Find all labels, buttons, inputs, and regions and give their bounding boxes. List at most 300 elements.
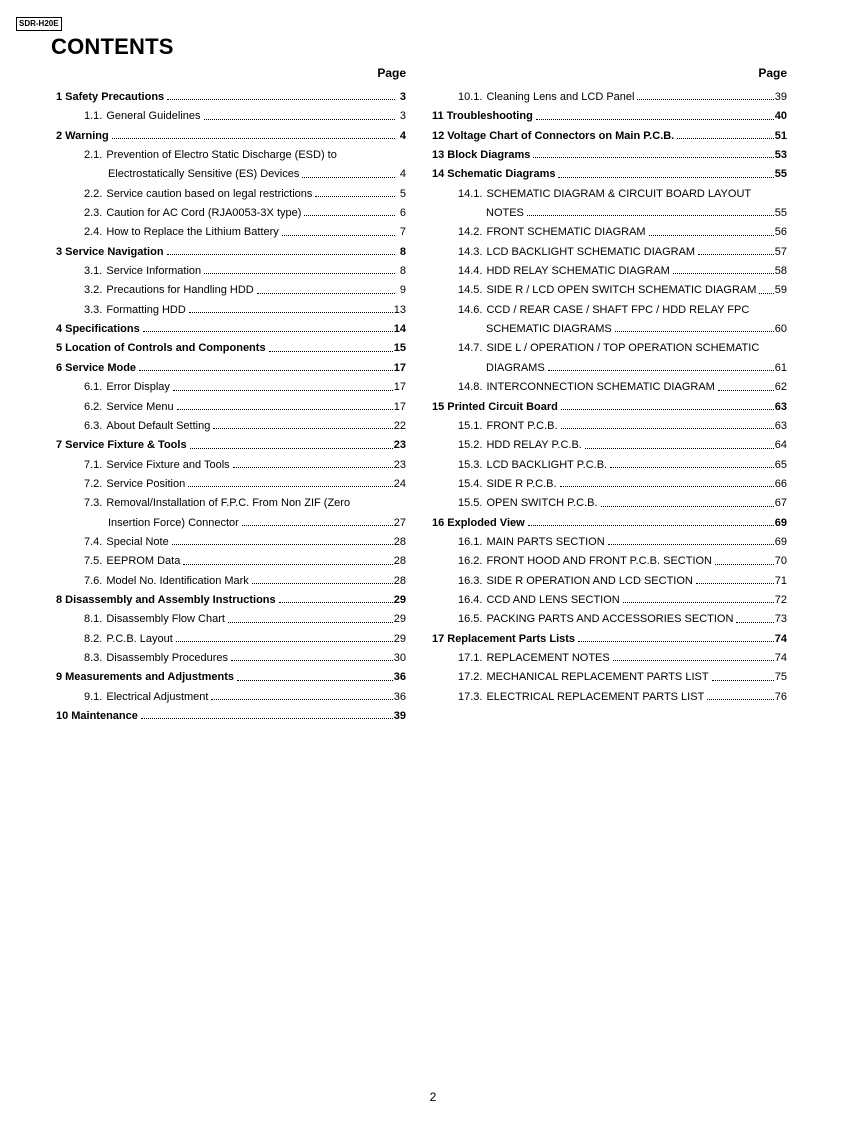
dot-leader (242, 524, 393, 526)
toc-entry-label: Voltage Chart of Connectors on Main P.C.B. (447, 129, 675, 142)
toc-entry-label: SCHEMATIC DIAGRAMS (486, 323, 612, 336)
toc-entry[interactable] (56, 107, 406, 126)
toc-entry-number: 17.1. (458, 651, 483, 664)
toc-entry[interactable] (56, 649, 406, 668)
dot-leader (189, 311, 393, 313)
toc-entry[interactable] (432, 417, 787, 436)
toc-entry-page: 64 (774, 439, 787, 452)
toc-entry-number: 2.1. (84, 149, 103, 162)
toc-entry[interactable] (432, 320, 787, 339)
page-number: 2 (429, 1090, 437, 1104)
toc-entry-label: Service Fixture & Tools (65, 439, 187, 452)
toc-entry-page: 58 (774, 265, 787, 278)
toc-entry-label: HDD RELAY SCHEMATIC DIAGRAM (486, 265, 670, 278)
dot-leader (231, 659, 393, 661)
toc-entry-label: LCD BACKLIGHT P.C.B. (486, 458, 608, 471)
toc-entry-page: 63 (774, 419, 787, 432)
toc-entry-page: 28 (393, 574, 406, 587)
toc-entry-number: 16.1. (458, 535, 483, 548)
toc-entry-label: Warning (65, 129, 109, 142)
toc-entry[interactable] (56, 514, 406, 533)
toc-entry-number: 15 (432, 400, 445, 413)
toc-entry-label: Service caution based on legal restrictions (106, 187, 313, 200)
toc-entry-number: 16.3. (458, 574, 483, 587)
dot-leader (167, 253, 395, 255)
dot-leader (252, 582, 393, 584)
toc-entry-page: 28 (393, 555, 406, 568)
toc-entry-label: General Guidelines (106, 110, 201, 123)
toc-entry-number: 14.3. (458, 245, 483, 258)
toc-entry-label: FRONT HOOD AND FRONT P.C.B. SECTION (486, 555, 712, 568)
toc-entry[interactable] (56, 456, 406, 475)
toc-entry[interactable] (56, 417, 406, 436)
toc-entry-number: 8 (56, 593, 63, 606)
toc-entry[interactable] (432, 281, 787, 300)
toc-right-column (432, 64, 787, 707)
dot-leader (183, 563, 392, 565)
model-tag: SDR-H20E (16, 17, 62, 31)
toc-entry[interactable] (56, 572, 406, 591)
toc-entry-number: 14.5. (458, 284, 483, 297)
toc-entry-number: 14.6. (458, 303, 483, 316)
toc-entry-page: 71 (774, 574, 787, 587)
dot-leader (172, 543, 393, 545)
toc-entry-label: OPEN SWITCH P.C.B. (486, 497, 598, 510)
dot-leader (213, 427, 392, 429)
toc-entry-page: 23 (393, 439, 406, 452)
toc-entry-label: FRONT SCHEMATIC DIAGRAM (486, 226, 646, 239)
toc-entry[interactable] (432, 88, 787, 107)
toc-entry-label: Service Information (106, 265, 202, 278)
toc-entry[interactable] (56, 165, 406, 184)
dot-leader (204, 272, 395, 274)
dot-leader (173, 389, 393, 391)
toc-entry-page: 62 (774, 381, 787, 394)
toc-entry-number: 2.4. (84, 226, 103, 239)
toc-right-list (432, 88, 787, 707)
toc-entry-page: 9 (399, 284, 406, 297)
toc-entry-page: 66 (774, 477, 787, 490)
toc-entry-label: Disassembly and Assembly Instructions (65, 593, 276, 606)
toc-entry[interactable] (432, 572, 787, 591)
dot-leader (304, 214, 395, 216)
toc-entry[interactable] (56, 533, 406, 552)
toc-entry-number: 7.1. (84, 458, 103, 471)
toc-entry-label: PACKING PARTS AND ACCESSORIES SECTION (486, 613, 734, 626)
toc-entry-label: MAIN PARTS SECTION (486, 535, 605, 548)
toc-entry-number: 15.3. (458, 458, 483, 471)
toc-entry-number: 7.6. (84, 574, 103, 587)
dot-leader (707, 698, 773, 700)
toc-entry-label: HDD RELAY P.C.B. (486, 439, 582, 452)
toc-entry[interactable] (56, 552, 406, 571)
toc-entry-page: 76 (774, 690, 787, 703)
toc-entry-label: Maintenance (71, 710, 138, 722)
dot-leader (712, 679, 774, 681)
toc-entry-label: SIDE L / OPERATION / TOP OPERATION SCHEMATIC (486, 342, 760, 355)
toc-entry-label: Model No. Identification Mark (106, 574, 249, 587)
toc-entry-number: 2.2. (84, 187, 103, 200)
toc-entry-number: 2 (56, 129, 63, 142)
toc-entry-page: 39 (774, 91, 787, 103)
toc-entry-label: SIDE R OPERATION AND LCD SECTION (486, 574, 693, 587)
toc-entry-page: 61 (774, 361, 787, 374)
toc-entry-number: 7 (56, 439, 63, 452)
toc-entry-page: 59 (774, 284, 787, 297)
toc-entry-number: 6 (56, 361, 63, 374)
toc-entry-number: 3 (56, 245, 63, 258)
dot-leader (190, 447, 393, 449)
toc-entry-page: 17 (393, 381, 406, 394)
toc-entry-page: 3 (399, 110, 406, 123)
toc-entry-number: 7.5. (84, 555, 103, 568)
toc-entry[interactable] (432, 378, 787, 397)
toc-entry[interactable] (432, 243, 787, 262)
toc-entry-label: SIDE R P.C.B. (486, 477, 557, 490)
toc-entry[interactable] (432, 262, 787, 281)
toc-entry-label: Schematic Diagrams (447, 168, 556, 181)
dot-leader (204, 118, 395, 120)
toc-entry[interactable] (432, 688, 787, 707)
dot-leader (561, 427, 774, 429)
toc-entry-number: 16.4. (458, 593, 483, 606)
toc-entry-page: 13 (393, 303, 406, 316)
toc-entry-label: Electrostatically Sensitive (ES) Devices (108, 168, 300, 181)
dot-leader (615, 330, 774, 332)
toc-entry[interactable] (56, 223, 406, 242)
toc-entry[interactable] (432, 127, 787, 146)
toc-entry-page: 15 (393, 342, 406, 355)
toc-entry-number: 17 (432, 632, 445, 645)
toc-entry[interactable] (56, 262, 406, 281)
dot-leader (143, 330, 393, 332)
toc-entry-label: Error Display (106, 381, 170, 394)
dot-leader (560, 485, 774, 487)
toc-entry-page: 51 (774, 129, 787, 142)
toc-entry-page: 53 (774, 149, 787, 162)
toc-entry-label: MECHANICAL REPLACEMENT PARTS LIST (486, 671, 709, 684)
toc-entry-label: Removal/Installation of F.P.C. From Non ZIF (Zero (106, 497, 351, 510)
toc-entry-label: Service Mode (65, 361, 137, 374)
toc-entry-number: 3.1. (84, 265, 103, 278)
toc-entry-page: 57 (774, 245, 787, 258)
toc-entry[interactable] (432, 436, 787, 455)
toc-entry[interactable] (56, 339, 406, 358)
dot-leader (585, 447, 774, 449)
toc-entry-label: Prevention of Electro Static Discharge (ESD) to (106, 149, 337, 162)
toc-entry-label: Safety Precautions (65, 91, 165, 103)
toc-entry[interactable] (56, 127, 406, 146)
toc-entry-page: 4 (399, 129, 406, 142)
toc-entry[interactable] (56, 378, 406, 397)
toc-entry-label: Caution for AC Cord (RJA0053-3X type) (106, 207, 302, 220)
toc-entry-label: SIDE R / LCD OPEN SWITCH SCHEMATIC DIAGRAM (486, 284, 757, 297)
dot-leader (696, 582, 774, 584)
toc-entry[interactable] (432, 165, 787, 184)
toc-entry-page: 8 (399, 245, 406, 258)
toc-entry-label: Formatting HDD (106, 303, 186, 316)
toc-entry[interactable] (432, 146, 787, 165)
toc-entry-page: 67 (774, 497, 787, 510)
page-title: CONTENTS (51, 34, 174, 59)
toc-entry-label: CCD / REAR CASE / SHAFT FPC / HDD RELAY FPC (486, 303, 750, 316)
toc-entry[interactable] (432, 359, 787, 378)
toc-entry-page: 55 (774, 168, 787, 181)
dot-leader (610, 466, 774, 468)
toc-entry-number: 9 (56, 671, 63, 684)
toc-entry[interactable] (432, 552, 787, 571)
toc-entry-label: Location of Controls and Components (65, 342, 266, 355)
toc-entry-label: Special Note (106, 535, 169, 548)
dot-leader (233, 466, 393, 468)
toc-left-list (56, 88, 406, 726)
toc-entry-number: 14.7. (458, 342, 483, 355)
toc-entry-label: REPLACEMENT NOTES (486, 651, 610, 664)
toc-entry-label: Measurements and Adjustments (65, 671, 235, 684)
toc-entry-page: 29 (393, 593, 406, 606)
toc-entry[interactable] (432, 456, 787, 475)
dot-leader (677, 137, 774, 139)
toc-entry-page: 74 (774, 632, 787, 645)
toc-entry-label: Block Diagrams (447, 149, 531, 162)
dot-leader (715, 563, 774, 565)
toc-entry[interactable] (56, 185, 406, 204)
toc-entry-number: 16 (432, 516, 445, 529)
toc-entry-number: 7.4. (84, 535, 103, 548)
toc-entry[interactable] (432, 301, 787, 320)
dot-leader (188, 485, 393, 487)
toc-entry[interactable] (56, 591, 406, 610)
dot-leader (637, 98, 773, 100)
toc-entry-page: 69 (774, 516, 787, 529)
toc-entry[interactable] (56, 707, 406, 726)
toc-entry-page: 69 (774, 535, 787, 548)
toc-entry-number: 9.1. (84, 690, 103, 703)
toc-entry[interactable] (56, 436, 406, 455)
toc-entry-label: How to Replace the Lithium Battery (106, 226, 279, 239)
toc-entry-number: 15.4. (458, 477, 483, 490)
dot-leader (608, 543, 774, 545)
toc-entry-page: 29 (393, 632, 406, 645)
toc-entry-page: 5 (399, 187, 406, 200)
toc-entry[interactable] (432, 107, 787, 126)
toc-entry-number: 3.3. (84, 303, 103, 316)
toc-entry[interactable] (432, 610, 787, 629)
toc-entry-page: 72 (774, 593, 787, 606)
toc-entry-page: 14 (393, 323, 406, 336)
toc-entry-label: About Default Setting (106, 419, 211, 432)
toc-entry-number: 7.3. (84, 497, 103, 510)
toc-entry-number: 14.1. (458, 187, 483, 200)
dot-leader (302, 176, 395, 178)
dot-leader (718, 389, 774, 391)
dot-leader (315, 195, 395, 197)
toc-entry-page: 24 (393, 477, 406, 490)
toc-entry-label: ELECTRICAL REPLACEMENT PARTS LIST (486, 690, 705, 703)
toc-entry[interactable] (56, 494, 406, 513)
toc-entry-page: 23 (393, 458, 406, 471)
toc-entry-number: 10 (56, 710, 69, 722)
dot-leader (167, 98, 395, 100)
toc-entry[interactable] (432, 339, 787, 358)
toc-entry-page: 4 (399, 168, 406, 181)
toc-entry-number: 15.5. (458, 497, 483, 510)
toc-entry-number: 15.1. (458, 419, 483, 432)
toc-entry-number: 13 (432, 149, 445, 162)
dot-leader (578, 640, 774, 642)
toc-entry[interactable] (56, 301, 406, 320)
dot-leader (528, 524, 774, 526)
toc-entry-number: 7.2. (84, 477, 103, 490)
dot-leader (139, 369, 393, 371)
dot-leader (548, 369, 774, 371)
toc-entry[interactable] (56, 146, 406, 165)
toc-entry-label: Service Menu (106, 400, 174, 413)
toc-entry-number: 8.3. (84, 651, 103, 664)
toc-entry[interactable] (56, 630, 406, 649)
toc-entry-label: SCHEMATIC DIAGRAM & CIRCUIT BOARD LAYOUT (486, 187, 752, 200)
toc-entry-page: 75 (774, 671, 787, 684)
toc-entry[interactable] (432, 649, 787, 668)
toc-entry[interactable] (56, 88, 406, 107)
toc-entry-page: 74 (774, 651, 787, 664)
toc-entry-number: 8.1. (84, 613, 103, 626)
toc-entry-page: 40 (774, 110, 787, 123)
toc-entry[interactable] (56, 243, 406, 262)
page-column-header: Page (758, 66, 787, 80)
toc-entry-number: 14.8. (458, 381, 483, 394)
toc-entry-number: 12 (432, 129, 445, 142)
page-column-header: Page (377, 66, 406, 80)
toc-entry[interactable] (56, 475, 406, 494)
toc-entry[interactable] (432, 398, 787, 417)
toc-entry-label: Insertion Force) Connector (108, 516, 239, 529)
toc-entry-page: 6 (399, 207, 406, 220)
toc-entry-number: 17.3. (458, 690, 483, 703)
toc-entry-label: Printed Circuit Board (447, 400, 558, 413)
toc-entry-label: Service Fixture and Tools (106, 458, 230, 471)
dot-leader (698, 253, 774, 255)
dot-leader (536, 118, 774, 120)
toc-entry[interactable] (432, 514, 787, 533)
toc-entry-label: EEPROM Data (106, 555, 181, 568)
toc-entry-page: 39 (393, 710, 406, 722)
toc-entry-label: Troubleshooting (446, 110, 533, 123)
toc-left-column (56, 64, 406, 726)
toc-entry-label: FRONT P.C.B. (486, 419, 558, 432)
dot-leader (533, 156, 773, 158)
dot-leader (623, 601, 774, 603)
dot-leader (282, 234, 395, 236)
toc-entry-number: 8.2. (84, 632, 103, 645)
toc-entry[interactable] (432, 223, 787, 242)
toc-entry-number: 6.2. (84, 400, 103, 413)
dot-leader (558, 176, 773, 178)
toc-entry-number: 14 (432, 168, 445, 181)
dot-leader (257, 292, 395, 294)
toc-entry[interactable] (56, 320, 406, 339)
toc-entry[interactable] (56, 398, 406, 417)
toc-entry-number: 5 (56, 342, 63, 355)
toc-entry-number: 6.1. (84, 381, 103, 394)
toc-entry-number: 17.2. (458, 671, 483, 684)
toc-entry[interactable] (432, 204, 787, 223)
toc-entry-number: 15.2. (458, 439, 483, 452)
toc-entry-page: 27 (393, 516, 406, 529)
toc-entry-label: Specifications (65, 323, 140, 336)
toc-entry-label: Cleaning Lens and LCD Panel (486, 91, 635, 103)
dot-leader (112, 137, 395, 139)
dot-leader (279, 601, 393, 603)
toc-entry-number: 16.5. (458, 613, 483, 626)
toc-entry-label: Service Navigation (65, 245, 164, 258)
toc-entry-page: 28 (393, 535, 406, 548)
toc-entry-page: 17 (393, 400, 406, 413)
toc-entry[interactable] (432, 630, 787, 649)
toc-entry-page: 17 (393, 361, 406, 374)
toc-entry-label: NOTES (486, 207, 524, 220)
toc-entry-page: 7 (399, 226, 406, 239)
toc-entry-page: 60 (774, 323, 787, 336)
toc-entry-page: 73 (774, 613, 787, 626)
toc-entry-number: 11 (432, 110, 444, 123)
toc-entry[interactable] (56, 688, 406, 707)
toc-entry-number: 3.2. (84, 284, 103, 297)
toc-entry-page: 3 (399, 91, 406, 103)
toc-entry[interactable] (432, 185, 787, 204)
toc-entry[interactable] (432, 533, 787, 552)
dot-leader (601, 505, 774, 507)
toc-entry-page: 22 (393, 419, 406, 432)
toc-entry[interactable] (432, 475, 787, 494)
toc-entry[interactable] (432, 494, 787, 513)
dot-leader (673, 272, 774, 274)
toc-entry-label: DIAGRAMS (486, 361, 545, 374)
toc-entry[interactable] (432, 591, 787, 610)
toc-entry[interactable] (56, 204, 406, 223)
toc-entry-number: 14.2. (458, 226, 483, 239)
toc-entry-number: 1 (56, 91, 63, 103)
toc-entry-number: 14.4. (458, 265, 483, 278)
dot-leader (237, 679, 393, 681)
dot-leader (613, 659, 774, 661)
toc-entry-label: Disassembly Procedures (106, 651, 229, 664)
toc-entry-page: 36 (393, 671, 406, 684)
dot-leader (269, 350, 393, 352)
toc-entry[interactable] (432, 668, 787, 687)
toc-entry-page: 8 (399, 265, 406, 278)
toc-entry[interactable] (56, 359, 406, 378)
toc-entry[interactable] (56, 668, 406, 687)
toc-entry-page: 30 (393, 651, 406, 664)
toc-entry-label: Service Position (106, 477, 186, 490)
toc-entry-page: 65 (774, 458, 787, 471)
toc-entry-number: 2.3. (84, 207, 103, 220)
dot-leader (141, 717, 393, 719)
toc-entry-label: CCD AND LENS SECTION (486, 593, 620, 606)
toc-entry-number: 10.1. (458, 91, 483, 103)
toc-entry[interactable] (56, 610, 406, 629)
toc-entry-label: Electrical Adjustment (106, 690, 209, 703)
dot-leader (228, 621, 393, 623)
toc-entry[interactable] (56, 281, 406, 300)
toc-entry-label: Replacement Parts Lists (447, 632, 576, 645)
toc-entry-label: Disassembly Flow Chart (106, 613, 225, 626)
dot-leader (736, 621, 773, 623)
toc-entry-label: INTERCONNECTION SCHEMATIC DIAGRAM (486, 381, 715, 394)
toc-entry-label: LCD BACKLIGHT SCHEMATIC DIAGRAM (486, 245, 696, 258)
dot-leader (759, 292, 773, 294)
